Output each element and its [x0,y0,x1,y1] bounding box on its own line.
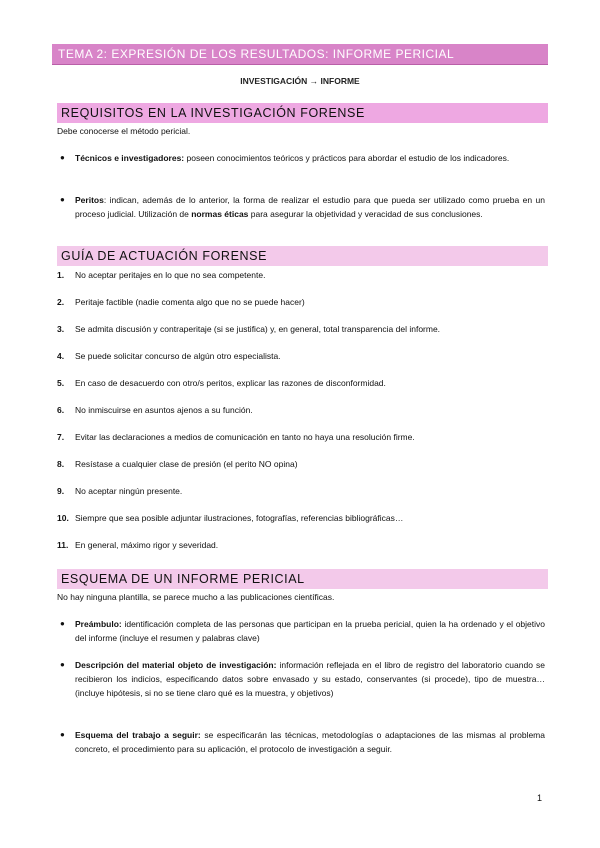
list-item: En general, máximo rigor y severidad. [75,540,219,550]
bullet-icon: ● [60,153,65,162]
section-intro: No hay ninguna plantilla, se parece mucho a las publicaciones científicas. [57,592,335,602]
section-title: REQUISITOS EN LA INVESTIGACIÓN FORENSE [61,106,365,120]
list-item: Esquema del trabajo a seguir: se especificarán las técnicas, metodologías o adaptaciones de las mismas al problema concreto, el procedimiento para su aplicación, el protocolo de investigación a seguir. [75,730,545,754]
item-number: 2. [57,297,65,307]
list-item: En caso de desacuerdo con otro/s peritos, explicar las razones de disconformidad. [75,378,386,388]
bullet-icon: ● [60,619,65,628]
bullet-icon: ● [60,730,65,739]
list-item: No inmiscuirse en asuntos ajenos a su función. [75,405,253,415]
list-item: Siempre que sea posible adjuntar ilustraciones, fotografías, referencias bibliográficas… [75,513,404,523]
section-heading-guia [57,246,548,266]
section-title: GUÍA DE ACTUACIÓN FORENSE [61,249,268,263]
list-item: Resístase a cualquier clase de presión (el perito NO opina) [75,459,298,469]
bullet-icon: ● [60,660,65,669]
item-number: 11. [57,540,69,550]
list-item: No aceptar ningún presente. [75,486,183,496]
list-item: Se admita discusión y contraperitaje (si se justifica) y, en general, total transparencia del informe. [75,324,441,334]
item-number: 5. [57,378,65,388]
item-number: 7. [57,432,65,442]
page-number: 1 [537,793,543,803]
section-intro: Debe conocerse el método pericial. [57,126,191,136]
subtitle: INVESTIGACIÓN → INFORME [240,76,360,86]
bullet-icon: ● [60,195,65,204]
list-item: Se puede solicitar concurso de algún otro especialista. [75,351,281,361]
section-heading-esquema [57,569,548,589]
chapter-title: TEMA 2: EXPRESIÓN DE LOS RESULTADOS: INFORME PERICIAL [58,47,455,61]
list-item: Descripción del material objeto de investigación: información reflejada en el libro de registro del laboratorio cuando se recibieron los indicios, especificando datos sobre envasado y su estado, conservantes (si procede), tipo de muestra… (incluye hipótesis, si no se tiene claro qué es la muestra, y objetivos) [75,660,545,698]
item-number: 6. [57,405,65,415]
list-item: Peritos: indican, además de lo anterior, la forma de realizar el estudio para que pueda ser utilizado como prueba en un proceso judicial. Utilización de normas éticas para asegurar la objetividad y veracidad de sus conclusiones. [75,195,545,219]
section-heading-requisitos [57,103,548,123]
list-item: No aceptar peritajes en lo que no sea competente. [75,270,266,280]
list-item: Técnicos e investigadores: poseen conocimientos teóricos y prácticos para abordar el estudio de los indicadores. [75,153,510,163]
item-number: 3. [57,324,65,334]
item-number: 9. [57,486,65,496]
list-item: Evitar las declaraciones a medios de comunicación en tanto no haya una resolución firme. [75,432,415,442]
item-number: 4. [57,351,65,361]
list-item: Peritaje factible (nadie comenta algo que no se puede hacer) [75,297,305,307]
chapter-header [52,44,548,65]
list-item: Preámbulo: identificación completa de las personas que participan en la prueba pericial, quien la ha ordenado y el objetivo del informe (incluye el resumen y palabras clave) [75,619,545,643]
item-number: 8. [57,459,65,469]
item-number: 1. [57,270,65,280]
item-number: 10. [57,513,69,523]
section-title: ESQUEMA DE UN INFORME PERICIAL [61,572,305,586]
